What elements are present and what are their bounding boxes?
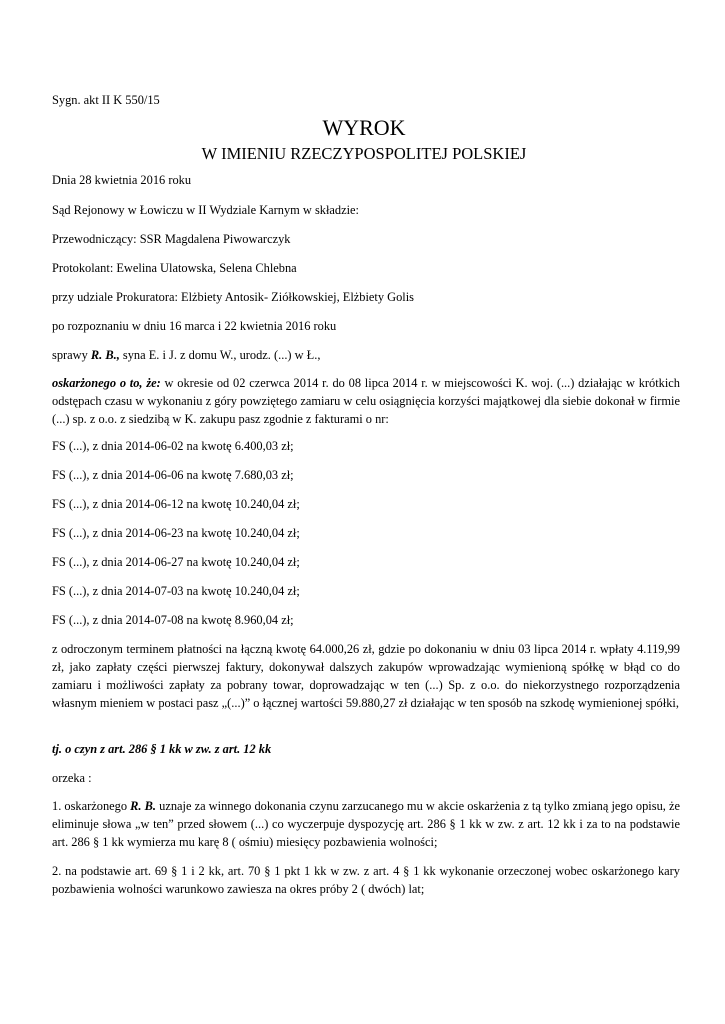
accused-label: oskarżonego o to, że: [52,376,161,390]
prosecutor-line: przy udziale Prokuratora: Elżbiety Antosik- Ziółkowskiej, Elżbiety Golis [52,290,415,304]
invoice-line: FS (...), z dnia 2014-06-06 na kwotę 7.680,03 zł; [52,468,294,482]
invoice-line: FS (...), z dnia 2014-06-02 na kwotę 6.400,03 zł; [52,439,294,453]
item1-defendant: R. B. [130,799,156,813]
document-subtitle: W IMIENIU RZECZYPOSPOLITEJ POLSKIEJ [201,144,527,163]
item1-prefix: 1. oskarżonego [52,799,131,813]
hearing-dates: po rozpoznaniu w dniu 16 marca i 22 kwietnia 2016 roku [52,319,337,333]
court-line: Sąd Rejonowy w Łowiczu w II Wydziale Karnym w składzie: [52,203,359,217]
case-signature: Sygn. akt II K 550/15 [52,93,160,107]
invoice-line: FS (...), z dnia 2014-06-23 na kwotę 10.240,04 zł; [52,526,300,540]
invoice-line: FS (...), z dnia 2014-07-03 na kwotę 10.240,04 zł; [52,584,300,598]
presiding-judge: Przewodniczący: SSR Magdalena Piwowarczyk [52,232,291,246]
invoice-line: FS (...), z dnia 2014-07-08 na kwotę 8.960,04 zł; [52,613,294,627]
case-prefix: sprawy [52,348,91,362]
case-line [52,347,320,363]
invoice-line: FS (...), z dnia 2014-06-12 na kwotę 10.240,04 zł; [52,497,300,511]
item1-text: uznaje za winnego dokonania czynu zarzucanego mu w akcie oskarżenia z tą tylko zmianą jego opisu, że eliminuje słowa „w ten” przed słowem (...) co wyczerpuje dyspozycję art. 286 § 1 kk w zw. z art. 12 kk i za to na podstawie art. 286 § 1 kk wymierza mu karę 8 ( ośmiu) miesięcy pozbawienia wolności; [52,799,680,849]
court-clerk: Protokolant: Ewelina Ulatowska, Selena Chlebna [52,261,297,275]
ruling-item-1 [52,797,680,851]
ruling-item-2: 2. na podstawie art. 69 § 1 i 2 kk, art. 70 § 1 pkt 1 kk w zw. z art. 4 § 1 kk wykonanie orzeczonej wobec oskarżonego kary pozbawienia wolności warunkowo zawiesza na okres próby 2 ( dwóch) lat; [52,864,680,896]
ruling-label: orzeka : [52,771,92,785]
document-title: WYROK [322,115,406,140]
accusation-paragraph [52,374,680,428]
deferred-payment-paragraph: z odroczonym terminem płatności na łączną kwotę 64.000,26 zł, gdzie po dokonaniu w dniu 03 lipca 2014 r. wpłaty 4.119,99 zł, jako zapłaty części pierwszej faktury, dokonywał dalszych zakupów wprowadzając wymienioną spółkę w błąd co do zamiaru i możliwości zapłaty za pobrany towar, doprowadzając w ten (...) Sp. z o.o. do niekorzystnego rozporządzenia własnym mieniem w postaci pasz „(...)” o łącznej wartości 59.880,27 zł działając w ten sposób na szkodę wymienionej spółki, [52,642,680,710]
date-line: Dnia 28 kwietnia 2016 roku [52,173,192,187]
case-suffix: syna E. i J. z domu W., urodz. (...) w Ł., [119,348,321,362]
legal-charge: tj. o czyn z art. 286 § 1 kk w zw. z art. 12 kk [52,742,272,756]
accusation-text: w okresie od 02 czerwca 2014 r. do 08 lipca 2014 r. w miejscowości K. woj. (...) działając w krótkich odstępach czasu w wykonaniu z góry powziętego zamiaru w celu osiągnięcia korzyści majątkowej dla siebie dokonał w firmie (...) sp. z o.o. z siedzibą w K. zakupu pasz zgodnie z fakturami o nr: [52,376,680,426]
defendant-name: R. B., [90,348,120,362]
invoice-line: FS (...), z dnia 2014-06-27 na kwotę 10.240,04 zł; [52,555,300,569]
